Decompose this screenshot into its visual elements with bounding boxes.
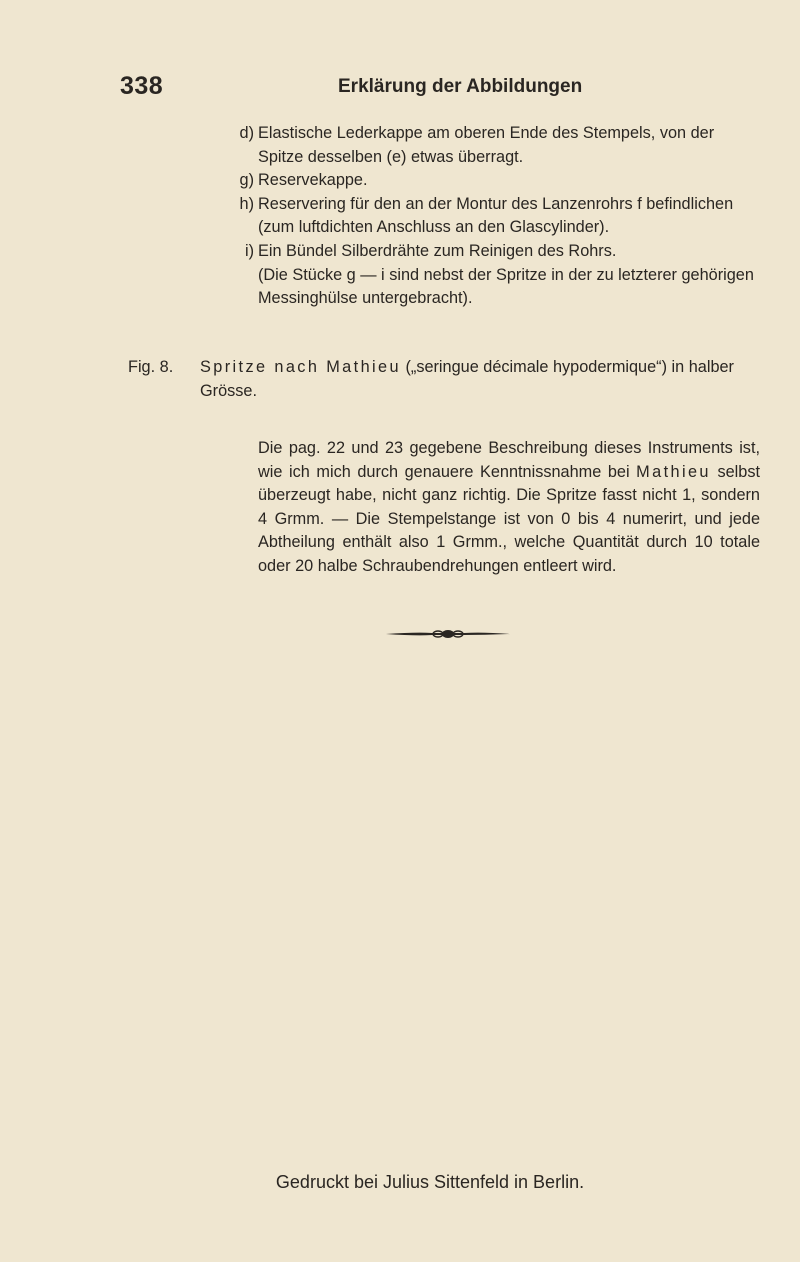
- entry-marker: i): [244, 241, 254, 260]
- figure-title: Spritze nach Mathieu: [200, 358, 401, 376]
- figure-subtitle: („seringue décimale hypodermique“) in halber Grösse.: [200, 358, 734, 400]
- legend-note: [200, 264, 760, 311]
- paragraph-text: [258, 437, 760, 579]
- entry-text: Reservering für den an der Montur des Lanzenrohrs f befindlichen (zum luftdichten Anschluss an den Glascylinder).: [258, 194, 734, 237]
- page-number: 338: [120, 72, 164, 100]
- ornament-divider-icon: [384, 627, 512, 641]
- entry-text: Ein Bündel Silberdrähte zum Reinigen des Rohrs.: [258, 241, 617, 260]
- entry-text: Elastische Lederkappe am oberen Ende des Stempels, von der Spitze desselben (e) etwas überragt.: [258, 124, 715, 166]
- running-title: Erklärung der Abbildungen: [338, 76, 583, 97]
- figure-label: Fig. 8.: [128, 358, 174, 376]
- legend-entry-h: [200, 193, 760, 240]
- entry-marker: g): [239, 171, 254, 190]
- entry-marker: h): [239, 194, 254, 213]
- figure-paragraph: [258, 437, 760, 579]
- entry-marker: d): [239, 124, 254, 142]
- paragraph-part-2: selbst überzeugt habe, nicht ganz richtig. Die Spritze fasst nicht 1, sondern 4 Grmm. — Die Stempelstange ist von 0 bis 4 numerirt, und jede Abtheilung enthält also 1 Grmm., welche Quantität durch 10 totale oder 20 halbe Schraubendrehungen entleert wird.: [258, 462, 760, 575]
- figure-description: [128, 356, 760, 403]
- figure-caption: [128, 356, 760, 403]
- legend-entry-d: [200, 122, 760, 169]
- legend-entries: [200, 122, 760, 311]
- author-name: Mathieu: [636, 462, 711, 481]
- entry-text: Reservekappe.: [258, 171, 368, 190]
- page-header: [120, 72, 700, 108]
- legend-entry-g: [200, 169, 760, 193]
- note-text: (Die Stücke g — i sind nebst der Spritze in der zu letzterer gehörigen Messinghülse untergebracht).: [258, 265, 754, 308]
- printer-imprint: Gedruckt bei Julius Sittenfeld in Berlin.: [275, 1172, 585, 1192]
- paragraph-part-1: Die pag. 22 und 23 gegebene Beschreibung dieses Instruments ist, wie ich mich durch genauere Kenntnissnahme bei: [258, 439, 760, 481]
- legend-entry-i: [200, 240, 760, 264]
